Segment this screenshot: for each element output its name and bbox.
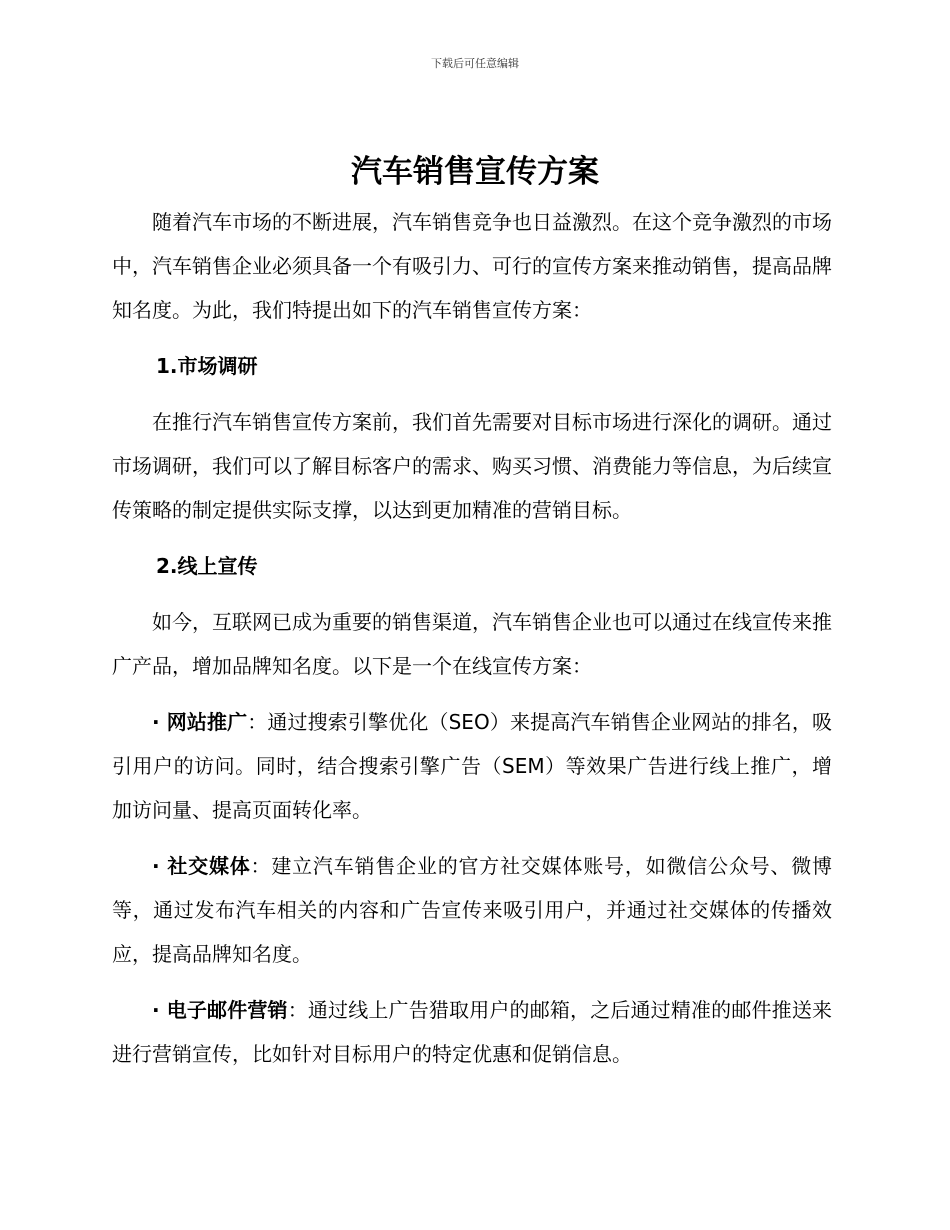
bullet-text: ：通过线上广告猎取用户的邮箱，之后通过精准的邮件推送来进行营销宣传，比如针对目标用户的特定优惠和促销信息。: [112, 998, 833, 1066]
bullet-social-media: [112, 844, 832, 976]
bullet-text: ：通过搜索引擎优化（SEO）来提高汽车销售企业网站的排名，吸引用户的访问。同时，结合搜索引擎广告（SEM）等效果广告进行线上推广，增加访问量、提高页面转化率。: [112, 710, 833, 822]
bullet-term: · 电子邮件营销: [152, 998, 288, 1022]
section-heading-market-research: 1.市场调研: [156, 354, 258, 378]
section-paragraph-online-promotion: 如今，互联网已成为重要的销售渠道，汽车销售企业也可以通过在线宣传来推广产品，增加品牌知名度。以下是一个在线宣传方案：: [112, 610, 832, 678]
section-heading-online-promotion: 2.线上宣传: [156, 554, 258, 578]
document-body: [112, 200, 832, 1088]
bullet-website-promotion: [112, 700, 832, 832]
header-note: 下载后可任意编辑: [431, 57, 519, 70]
bullet-term: · 网站推广: [152, 710, 248, 734]
section-paragraph-market-research: 在推行汽车销售宣传方案前，我们首先需要对目标市场进行深化的调研。通过市场调研，我们可以了解目标客户的需求、购买习惯、消费能力等信息，为后续宣传策略的制定提供实际支撑，以达到更加精准的营销目标。: [112, 410, 832, 522]
bullet-email-marketing: [112, 988, 832, 1076]
bullet-text: ：建立汽车销售企业的官方社交媒体账号，如微信公众号、微博等，通过发布汽车相关的内容和广告宣传来吸引用户，并通过社交媒体的传播效应，提高品牌知名度。: [112, 854, 833, 966]
bullet-term: · 社交媒体: [152, 854, 251, 878]
document-title: 汽车销售宣传方案: [351, 154, 599, 190]
intro-paragraph: 随着汽车市场的不断进展，汽车销售竞争也日益激烈。在这个竞争激烈的市场中，汽车销售企业必须具备一个有吸引力、可行的宣传方案来推动销售，提高品牌知名度。为此，我们特提出如下的汽车销售宣传方案：: [112, 210, 832, 322]
